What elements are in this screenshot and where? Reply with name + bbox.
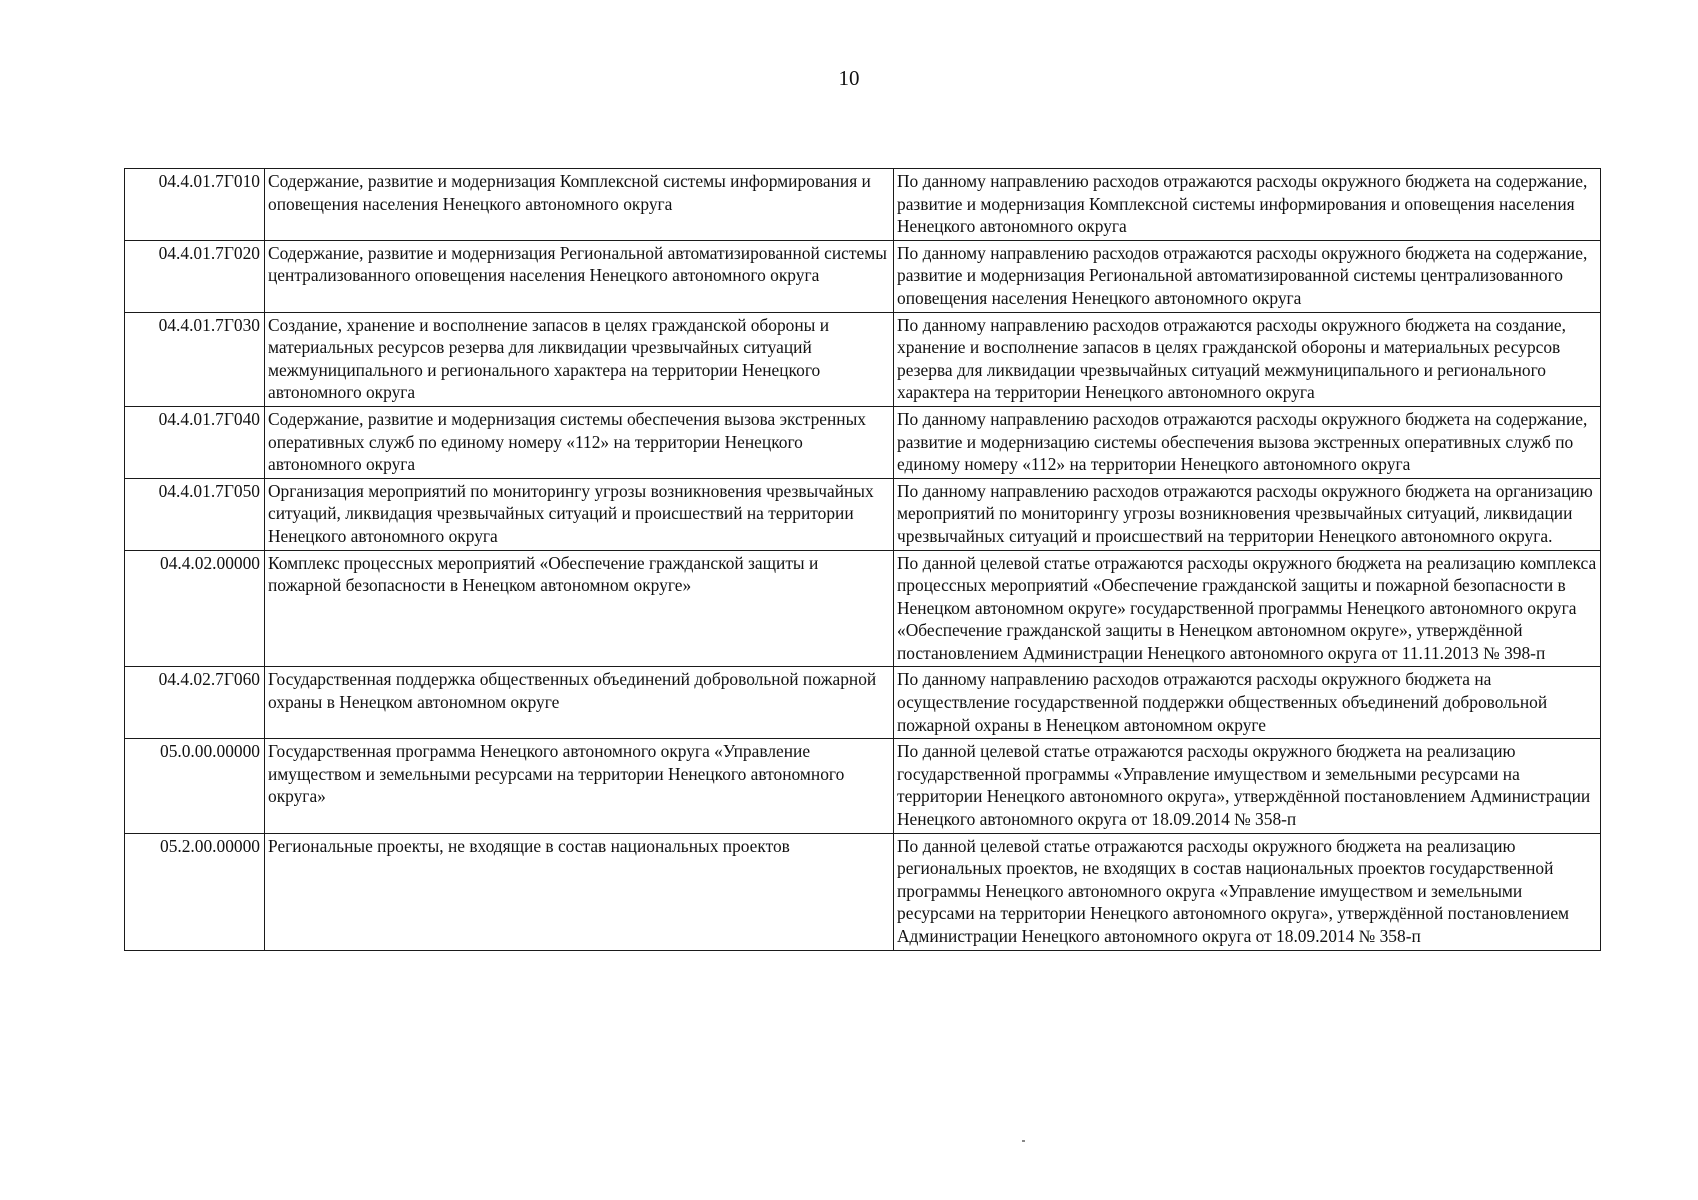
target-article-code: 04.4.01.7Г050	[125, 478, 265, 550]
target-article-code: 04.4.01.7Г040	[125, 406, 265, 478]
target-article-description: По данной целевой статье отражаются расходы окружного бюджета на реализацию комплекса процессных мероприятий «Обеспечение гражданской защиты и пожарной безопасности в Ненецком автономном округе» государственной программы Ненецкого автономного округа «Обеспечение гражданской защиты в Ненецком автономном округе», утверждённой постановлением Администрации Ненецкого автономного округа от 11.11.2013 № 398-п	[894, 550, 1601, 667]
target-article-code: 05.2.00.00000	[125, 833, 265, 950]
table-row	[125, 833, 1601, 950]
target-article-code: 04.4.02.00000	[125, 550, 265, 667]
table-row	[125, 739, 1601, 833]
table-row	[125, 478, 1601, 550]
table-row	[125, 667, 1601, 739]
page-number: 10	[838, 66, 860, 90]
target-article-code: 05.0.00.00000	[125, 739, 265, 833]
budget-classification-table	[124, 168, 1601, 951]
target-article-description: По данному направлению расходов отражаются расходы окружного бюджета на содержание, развитие и модернизацию системы обеспечения вызова экстренных оперативных служб по единому номеру «112» на территории Ненецкого автономного округа	[894, 406, 1601, 478]
target-article-code: 04.4.01.7Г030	[125, 312, 265, 406]
target-article-name: Содержание, развитие и модернизация Комплексной системы информирования и оповещения населения Ненецкого автономного округа	[265, 169, 894, 241]
target-article-code: 04.4.01.7Г020	[125, 240, 265, 312]
target-article-name: Государственная программа Ненецкого автономного округа «Управление имуществом и земельными ресурсами на территории Ненецкого автономного округа»	[265, 739, 894, 833]
table-row	[125, 406, 1601, 478]
target-article-name: Содержание, развитие и модернизация Региональной автоматизированной системы централизованного оповещения населения Ненецкого автономного округа	[265, 240, 894, 312]
target-article-name: Содержание, развитие и модернизация системы обеспечения вызова экстренных оперативных служб по единому номеру «112» на территории Ненецкого автономного округа	[265, 406, 894, 478]
scan-speck	[1022, 1140, 1025, 1142]
table-row	[125, 169, 1601, 241]
target-article-description: По данному направлению расходов отражаются расходы окружного бюджета на содержание, развитие и модернизация Региональной автоматизированной системы централизованного оповещения населения Ненецкого автономного округа	[894, 240, 1601, 312]
target-article-description: По данной целевой статье отражаются расходы окружного бюджета на реализацию государственной программы «Управление имуществом и земельными ресурсами на территории Ненецкого автономного округа», утверждённой постановлением Администрации Ненецкого автономного округа от 18.09.2014 № 358-п	[894, 739, 1601, 833]
target-article-code: 04.4.02.7Г060	[125, 667, 265, 739]
table-row	[125, 240, 1601, 312]
table-row	[125, 550, 1601, 667]
target-article-description: По данному направлению расходов отражаются расходы окружного бюджета на содержание, развитие и модернизация Комплексной системы информирования и оповещения населения Ненецкого автономного округа	[894, 169, 1601, 241]
table-row	[125, 312, 1601, 406]
target-article-description: По данному направлению расходов отражаются расходы окружного бюджета на организацию мероприятий по мониторингу угрозы возникновения чрезвычайных ситуаций, ликвидации чрезвычайных ситуаций и происшествий на территории Ненецкого автономного округа.	[894, 478, 1601, 550]
target-article-name: Создание, хранение и восполнение запасов в целях гражданской обороны и материальных ресурсов резерва для ликвидации чрезвычайных ситуаций межмуниципального и регионального характера на территории Ненецкого автономного округа	[265, 312, 894, 406]
target-article-name: Государственная поддержка общественных объединений добровольной пожарной охраны в Ненецком автономном округе	[265, 667, 894, 739]
target-article-description: По данному направлению расходов отражаются расходы окружного бюджета на создание, хранение и восполнение запасов в целях гражданской обороны и материальных ресурсов резерва для ликвидации чрезвычайных ситуаций межмуниципального и регионального характера на территории Ненецкого автономного округа	[894, 312, 1601, 406]
target-article-name: Региональные проекты, не входящие в состав национальных проектов	[265, 833, 894, 950]
target-article-description: По данной целевой статье отражаются расходы окружного бюджета на реализацию региональных проектов, не входящих в состав национальных проектов государственной программы Ненецкого автономного округа «Управление имуществом и земельными ресурсами на территории Ненецкого автономного округа», утверждённой постановлением Администрации Ненецкого автономного округа от 18.09.2014 № 358-п	[894, 833, 1601, 950]
target-article-name: Организация мероприятий по мониторингу угрозы возникновения чрезвычайных ситуаций, ликвидация чрезвычайных ситуаций и происшествий на территории Ненецкого автономного округа	[265, 478, 894, 550]
target-article-name: Комплекс процессных мероприятий «Обеспечение гражданской защиты и пожарной безопасности в Ненецком автономном округе»	[265, 550, 894, 667]
target-article-description: По данному направлению расходов отражаются расходы окружного бюджета на осуществление государственной поддержки общественных объединений добровольной пожарной охраны в Ненецком автономном округе	[894, 667, 1601, 739]
target-article-code: 04.4.01.7Г010	[125, 169, 265, 241]
